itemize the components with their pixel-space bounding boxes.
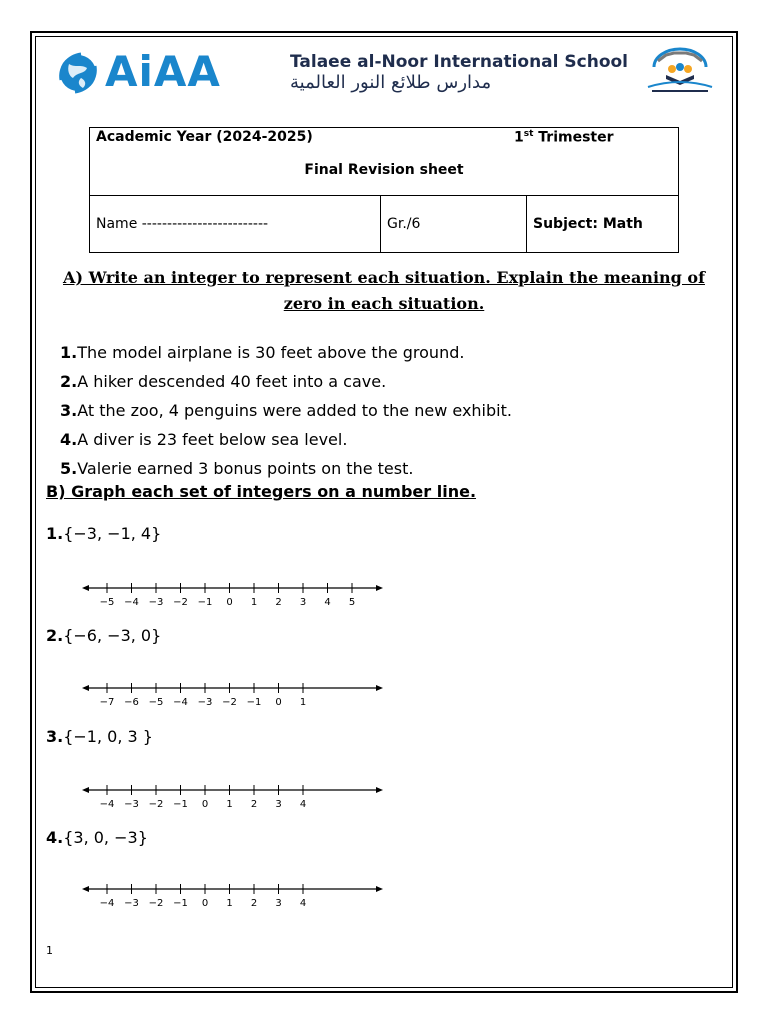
tick-label: −2 bbox=[148, 898, 164, 909]
school-emblem bbox=[644, 47, 716, 95]
number-line-4[interactable] bbox=[80, 879, 385, 909]
tick-label: 4 bbox=[299, 898, 307, 909]
tick-label: −7 bbox=[99, 697, 115, 708]
tick-label: 5 bbox=[348, 597, 356, 608]
globe-icon bbox=[55, 50, 101, 96]
tick-label: 1 bbox=[299, 697, 307, 708]
tick-label: −5 bbox=[148, 697, 164, 708]
list-item: 5.Valerie earned 3 bonus points on the test. bbox=[60, 459, 414, 478]
list-item: 1.The model airplane is 30 feet above the ground. bbox=[60, 343, 465, 362]
section-a-title: A) Write an integer to represent each situation. Explain the meaning of zero in each situation. bbox=[63, 268, 705, 313]
integer-set-3: 3.{−1, 0, 3 } bbox=[46, 727, 153, 746]
section-a-list bbox=[60, 338, 512, 483]
tick-label: 1 bbox=[226, 799, 233, 810]
tick-label: −1 bbox=[246, 697, 262, 708]
name-field: Name ------------------------- bbox=[90, 196, 381, 253]
tick-label: 3 bbox=[275, 799, 282, 810]
tick-label: 3 bbox=[299, 597, 307, 608]
list-item: 3.At the zoo, 4 penguins were added to the new exhibit. bbox=[60, 401, 512, 420]
school-name-arabic: مدارس طلائع النور العالمية bbox=[290, 72, 492, 93]
tick-label: −1 bbox=[173, 898, 188, 909]
integer-set-1: 1.{−3, −1, 4} bbox=[46, 524, 162, 543]
tick-label: −2 bbox=[148, 799, 164, 810]
tick-label: −2 bbox=[173, 597, 188, 608]
info-header-cell bbox=[90, 128, 679, 196]
info-table bbox=[89, 127, 679, 253]
tick-label: 0 bbox=[275, 697, 282, 708]
number-line-1[interactable] bbox=[80, 578, 385, 608]
number-line-3[interactable] bbox=[80, 780, 385, 810]
tick-label: −4 bbox=[173, 697, 188, 708]
list-item: 2.A hiker descended 40 feet into a cave. bbox=[60, 372, 387, 391]
logo-text: AiAA bbox=[105, 47, 221, 96]
arrow-right-icon bbox=[376, 685, 383, 691]
tick-label: 0 bbox=[226, 597, 233, 608]
tick-label: −3 bbox=[148, 597, 164, 608]
tick-label: 0 bbox=[201, 799, 209, 810]
school-name-english: Talaee al-Noor International School bbox=[290, 52, 628, 72]
number-line-2[interactable] bbox=[80, 678, 385, 708]
tick-label: 4 bbox=[324, 597, 331, 608]
tick-label: 0 bbox=[201, 898, 209, 909]
tick-label: −5 bbox=[99, 597, 115, 608]
integer-set-2: 2.{−6, −3, 0} bbox=[46, 626, 162, 645]
academic-year: Academic Year (2024-2025) bbox=[96, 129, 313, 145]
tick-label: −2 bbox=[222, 697, 237, 708]
subject-cell: Subject: Math bbox=[527, 196, 679, 253]
tick-label: 2 bbox=[250, 898, 258, 909]
tick-label: −3 bbox=[124, 799, 139, 810]
arrow-left-icon bbox=[82, 787, 89, 793]
arrow-left-icon bbox=[82, 886, 89, 892]
tick-label: −6 bbox=[124, 697, 139, 708]
tick-label: −4 bbox=[124, 597, 139, 608]
tick-label: −4 bbox=[99, 799, 115, 810]
tick-label: −3 bbox=[124, 898, 139, 909]
arrow-right-icon bbox=[376, 585, 383, 591]
list-item: 4.A diver is 23 feet below sea level. bbox=[60, 430, 348, 449]
sheet-title: Final Revision sheet bbox=[304, 162, 464, 178]
arrow-right-icon bbox=[376, 787, 383, 793]
aiaa-logo bbox=[55, 47, 221, 96]
arrow-left-icon bbox=[82, 585, 89, 591]
grade-cell: Gr./6 bbox=[381, 196, 527, 253]
tick-label: 2 bbox=[275, 597, 282, 608]
integer-set-4: 4.{3, 0, −3} bbox=[46, 828, 148, 847]
tick-label: 1 bbox=[226, 898, 233, 909]
tick-label: 1 bbox=[250, 597, 258, 608]
tick-label: 2 bbox=[250, 799, 258, 810]
tick-label: 3 bbox=[275, 898, 282, 909]
arrow-right-icon bbox=[376, 886, 383, 892]
tick-label: −1 bbox=[173, 799, 188, 810]
trimester: 1st Trimester bbox=[514, 129, 614, 146]
school-emblem-icon bbox=[644, 47, 716, 95]
tick-label: −3 bbox=[197, 697, 213, 708]
page-number: 1 bbox=[46, 944, 53, 957]
tick-label: −1 bbox=[197, 597, 213, 608]
tick-label: −4 bbox=[99, 898, 115, 909]
section-b-title: B) Graph each set of integers on a number line. bbox=[46, 482, 477, 501]
tick-label: 4 bbox=[299, 799, 307, 810]
arrow-left-icon bbox=[82, 685, 89, 691]
